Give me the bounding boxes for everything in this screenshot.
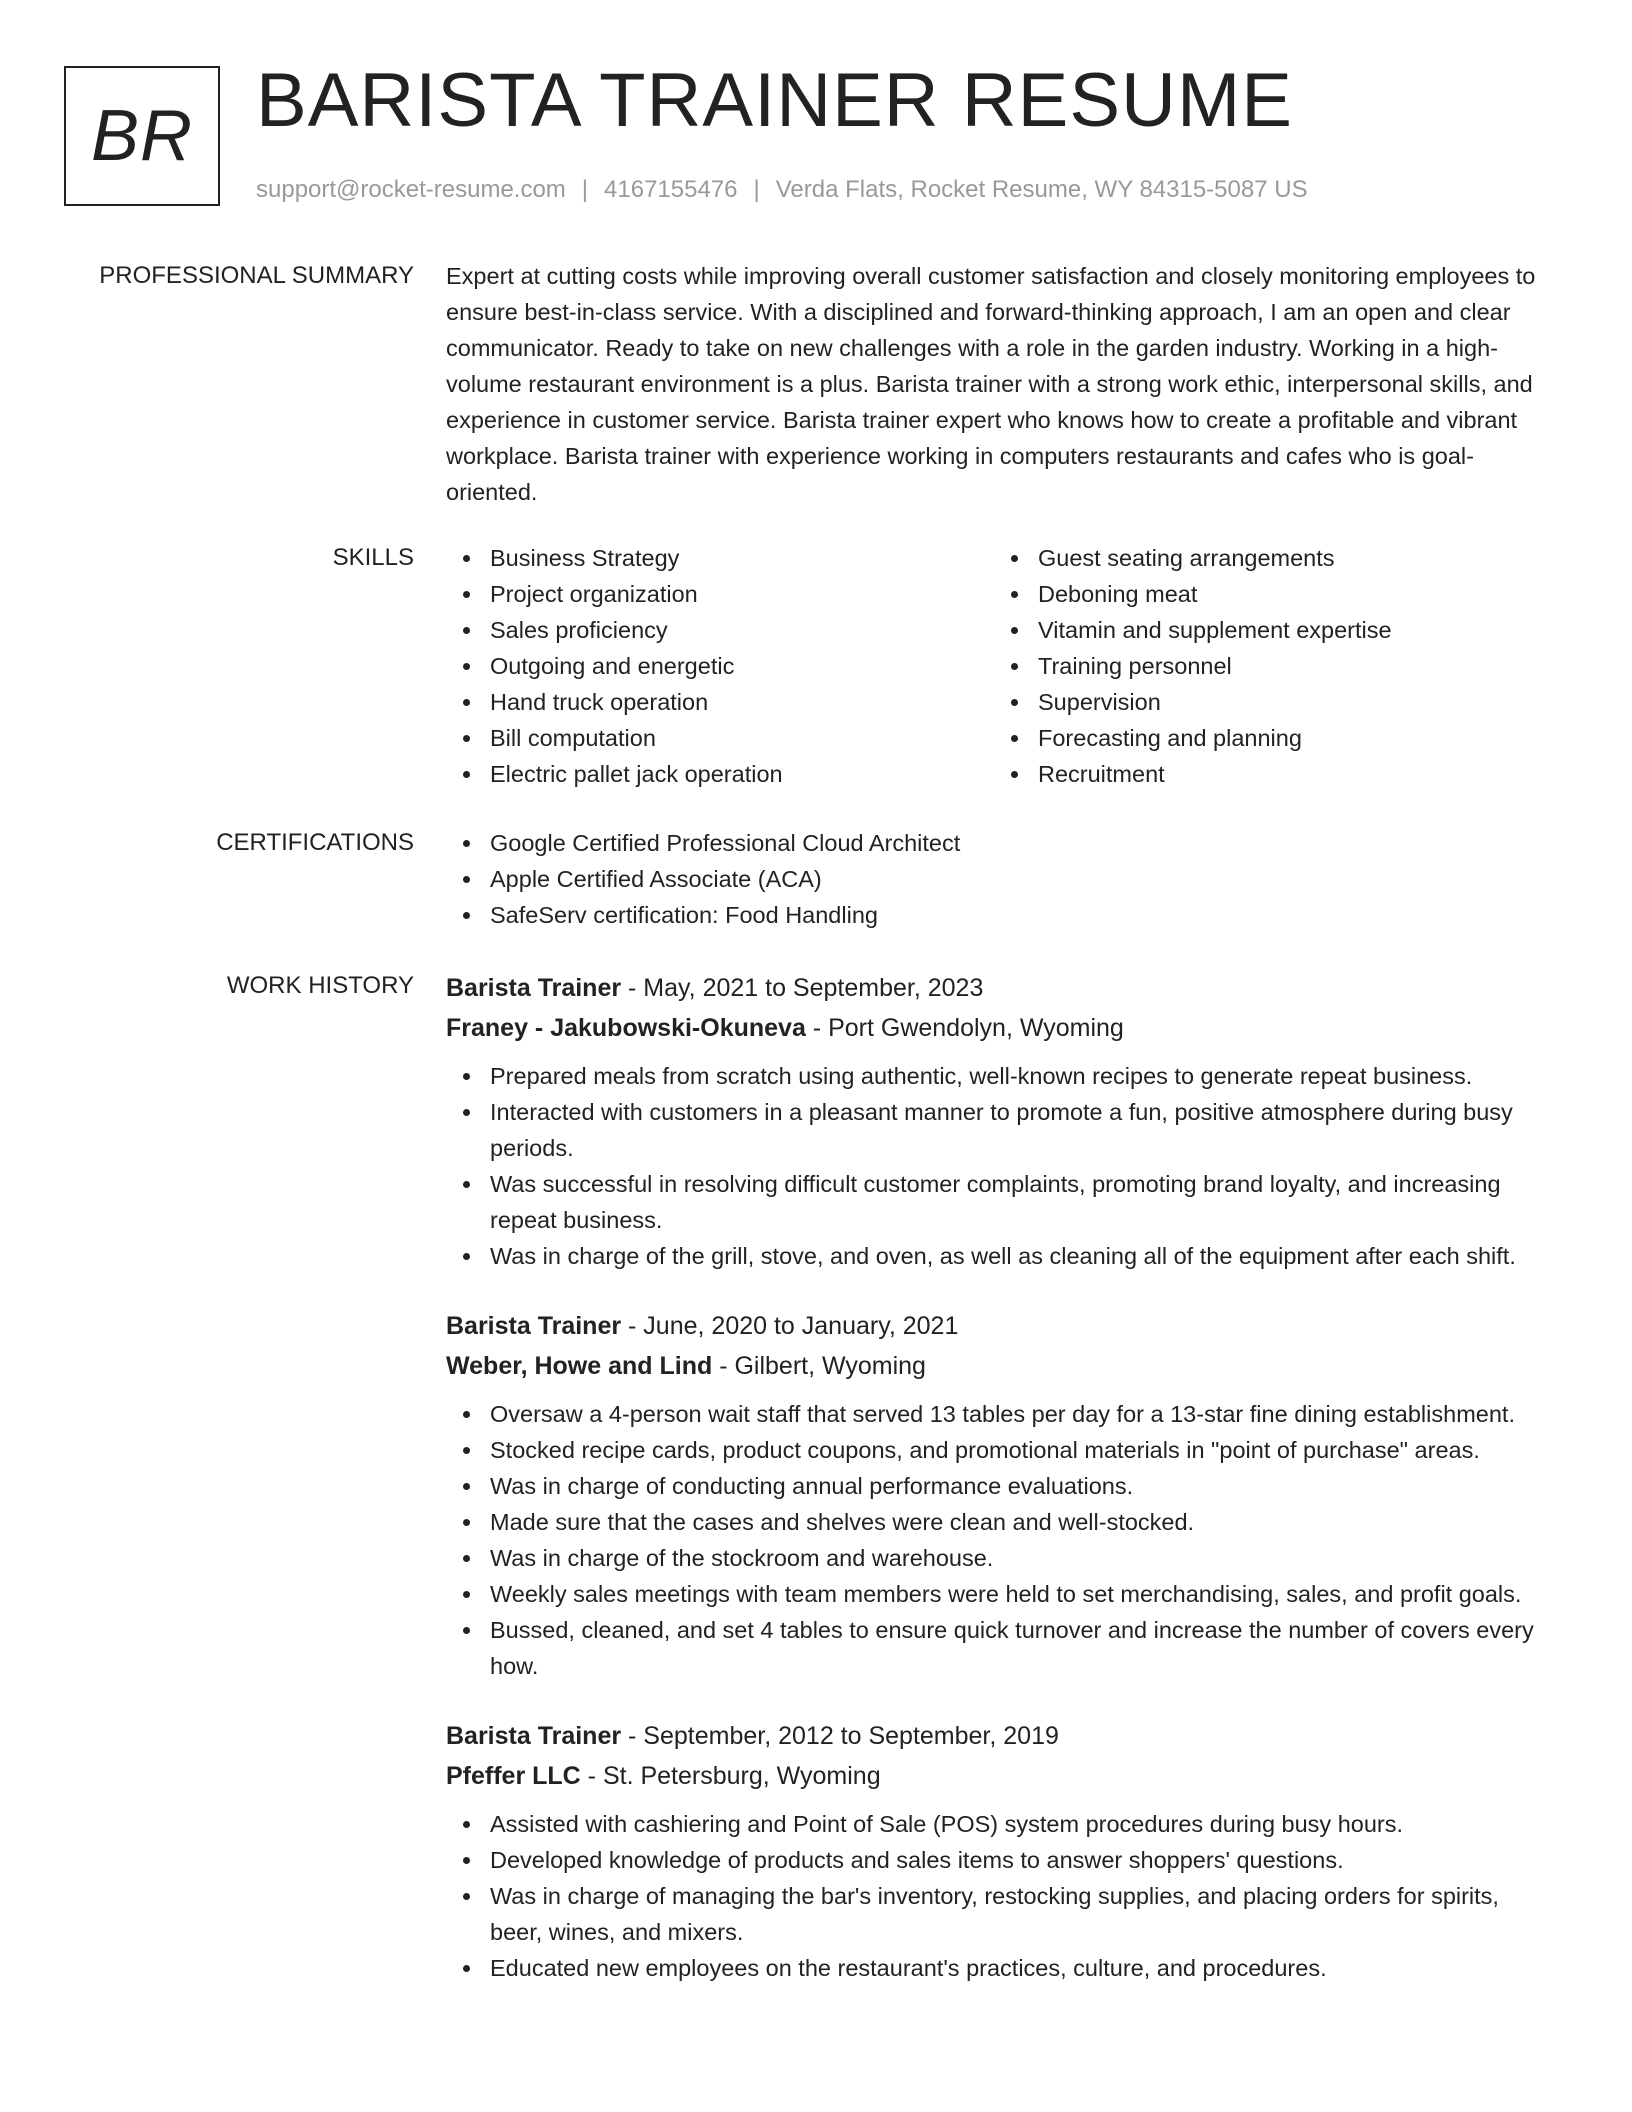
job-title: Barista Trainer — [446, 1722, 622, 1750]
certifications-heading: CERTIFICATIONS — [216, 829, 414, 856]
skill-item: Guest seating arrangements — [994, 540, 1542, 576]
job-bullet: Developed knowledge of products and sales items to answer shoppers' questions. — [446, 1842, 1556, 1878]
certification-item: Apple Certified Associate (ACA) — [446, 861, 1556, 897]
summary-heading: PROFESSIONAL SUMMARY — [99, 262, 414, 289]
skills-list-left — [446, 540, 994, 792]
job-bullet: Weekly sales meetings with team members were held to set merchandising, sales, and profit goals. — [446, 1576, 1556, 1612]
job-company: Weber, Howe and Lind — [446, 1352, 713, 1380]
job-dates: - June, 2020 to January, 2021 — [621, 1312, 959, 1340]
skill-item: Sales proficiency — [446, 612, 994, 648]
job-company: Pfeffer LLC — [446, 1762, 581, 1790]
job-location: - St. Petersburg, Wyoming — [580, 1762, 881, 1790]
job-bullet: Was successful in resolving difficult customer complaints, promoting brand loyalty, and increasing repeat business. — [446, 1166, 1556, 1238]
contact-email[interactable]: support@rocket-resume.com — [256, 176, 566, 203]
job-bullet: Was in charge of the stockroom and warehouse. — [446, 1540, 1556, 1576]
job-bullet: Made sure that the cases and shelves were clean and well-stocked. — [446, 1504, 1556, 1540]
skill-item: Forecasting and planning — [994, 720, 1542, 756]
job-bullet: Prepared meals from scratch using authentic, well-known recipes to generate repeat business. — [446, 1058, 1556, 1094]
job-bullet: Assisted with cashiering and Point of Sale (POS) system procedures during busy hours. — [446, 1806, 1556, 1842]
resume-title: BARISTA TRAINER RESUME — [256, 58, 1293, 143]
job-bullet: Educated new employees on the restaurant's practices, culture, and procedures. — [446, 1950, 1556, 1986]
skill-item: Outgoing and energetic — [446, 648, 994, 684]
job-company-line — [446, 1756, 1556, 1796]
job-dates: - September, 2012 to September, 2019 — [621, 1722, 1059, 1750]
job-bullet: Was in charge of the grill, stove, and oven, as well as cleaning all of the equipment after each shift. — [446, 1238, 1556, 1274]
certification-item: SafeServ certification: Food Handling — [446, 897, 1556, 933]
skill-item: Vitamin and supplement expertise — [994, 612, 1542, 648]
monogram-text: BR — [90, 96, 194, 176]
skills-list-right — [994, 540, 1542, 792]
summary-text: Expert at cutting costs while improving overall customer satisfaction and closely monitoring employees to ensure best-in-class service. With a disciplined and forward-thinking approach, I am an open and clear communicator. Ready to take on new challenges with a role in the garden industry. Working in a high-volume restaurant environment is a plus. Barista trainer with a strong work ethic, interpersonal skills, and experience in customer service. Barista trainer expert who knows how to create a profitable and vibrant workplace. Barista trainer with experience working in computers restaurants and cafes who is goal-oriented. — [446, 263, 1536, 505]
job-bullet: Was in charge of managing the bar's inventory, restocking supplies, and placing orders for spirits, beer, wines, and mixers. — [446, 1878, 1556, 1950]
job-title: Barista Trainer — [446, 1312, 622, 1340]
job-entry — [446, 1306, 1556, 1684]
job-company: Franey - Jakubowski-Okuneva — [446, 1014, 806, 1042]
job-entry — [446, 1716, 1556, 1986]
skill-item: Bill computation — [446, 720, 994, 756]
job-title-line — [446, 1716, 1556, 1756]
skill-item: Project organization — [446, 576, 994, 612]
job-location: - Gilbert, Wyoming — [712, 1352, 926, 1380]
skill-item: Recruitment — [994, 756, 1542, 792]
job-dates: - May, 2021 to September, 2023 — [621, 974, 984, 1002]
contact-line — [256, 175, 1308, 205]
job-company-line — [446, 1008, 1556, 1048]
skill-item: Deboning meat — [994, 576, 1542, 612]
contact-separator: | — [753, 176, 760, 203]
job-company-line — [446, 1346, 1556, 1386]
job-bullet: Oversaw a 4-person wait staff that served 13 tables per day for a 13-star fine dining establishment. — [446, 1396, 1556, 1432]
skills-heading: SKILLS — [332, 544, 414, 571]
skill-item: Supervision — [994, 684, 1542, 720]
job-bullets — [446, 1806, 1556, 1986]
contact-phone[interactable]: 4167155476 — [604, 176, 738, 203]
job-title-line — [446, 968, 1556, 1008]
contact-separator: | — [581, 176, 589, 203]
job-title-line — [446, 1306, 1556, 1346]
skill-item: Training personnel — [994, 648, 1542, 684]
job-bullet: Bussed, cleaned, and set 4 tables to ensure quick turnover and increase the number of covers every how. — [446, 1612, 1556, 1684]
monogram-logo — [64, 66, 220, 206]
job-bullets — [446, 1058, 1556, 1274]
contact-address: Verda Flats, Rocket Resume, WY 84315-5087 US — [775, 176, 1308, 203]
job-bullet: Interacted with customers in a pleasant manner to promote a fun, positive atmosphere during busy periods. — [446, 1094, 1556, 1166]
certifications-list — [446, 825, 1556, 933]
job-bullet: Stocked recipe cards, product coupons, and promotional materials in "point of purchase" areas. — [446, 1432, 1556, 1468]
skill-item: Hand truck operation — [446, 684, 994, 720]
job-bullets — [446, 1396, 1556, 1684]
job-location: - Port Gwendolyn, Wyoming — [805, 1014, 1124, 1042]
job-title: Barista Trainer — [446, 974, 622, 1002]
work-history-heading: WORK HISTORY — [226, 972, 414, 999]
skill-item: Electric pallet jack operation — [446, 756, 994, 792]
job-bullet: Was in charge of conducting annual performance evaluations. — [446, 1468, 1556, 1504]
skill-item: Business Strategy — [446, 540, 994, 576]
certification-item: Google Certified Professional Cloud Architect — [446, 825, 1556, 861]
job-entry — [446, 968, 1556, 1274]
